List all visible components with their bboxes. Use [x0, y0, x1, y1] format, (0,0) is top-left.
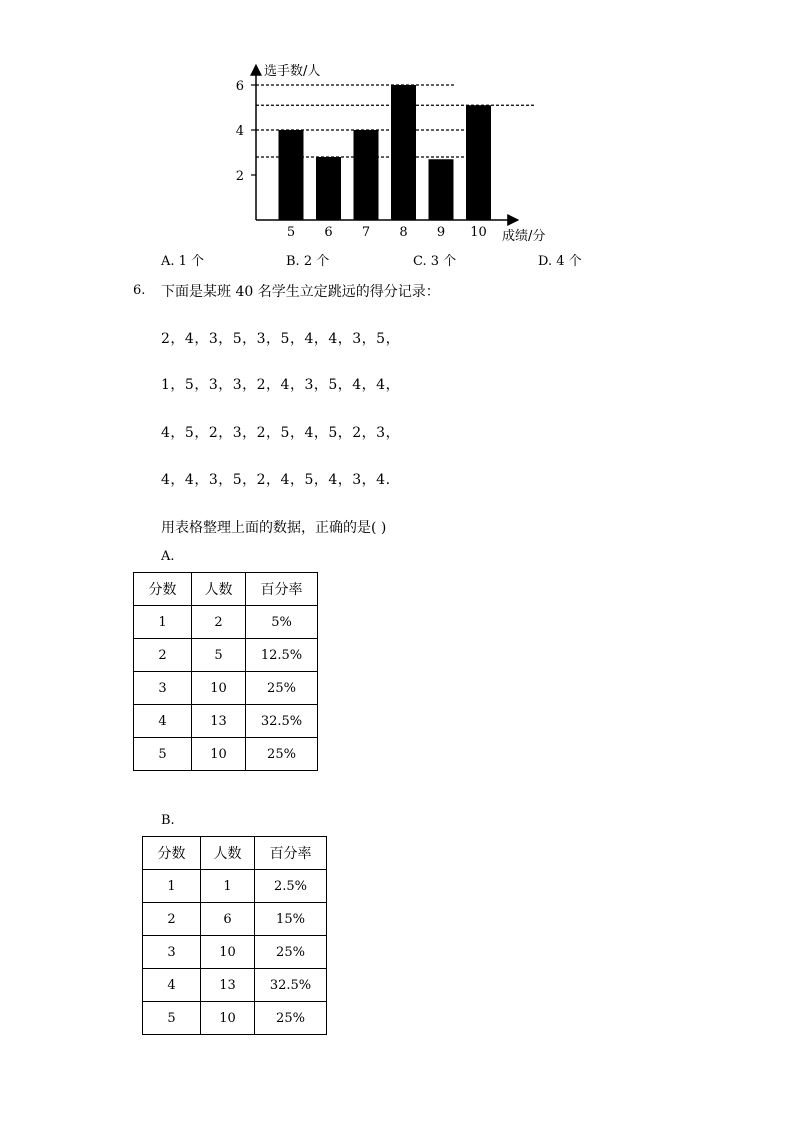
table-header-cell: 百分率 — [255, 837, 327, 870]
bar-score-8 — [391, 85, 416, 220]
q5-option-b[interactable]: B. 2 个 — [286, 254, 330, 269]
table-cell: 10 — [192, 672, 246, 705]
table-cell: 13 — [192, 705, 246, 738]
bar-score-6 — [316, 157, 341, 220]
table-cell: 6 — [201, 903, 255, 936]
x-tick-label: 7 — [361, 225, 371, 240]
q5-option-c[interactable]: C. 3 个 — [413, 254, 457, 269]
table-cell: 1 — [134, 606, 192, 639]
table-header-cell: 分数 — [143, 837, 201, 870]
table-header-cell: 分数 — [134, 573, 192, 606]
x-tick-label: 9 — [436, 225, 446, 240]
table-cell: 25% — [255, 1002, 327, 1035]
bar-score-5 — [279, 130, 304, 220]
bar-score-7 — [354, 130, 379, 220]
table-header-cell: 百分率 — [246, 573, 318, 606]
q6-option-a-table — [133, 572, 318, 771]
record-line-1: 2，4，3，5，3，5，4，4，3，5， — [161, 331, 401, 347]
x-tick-label: 8 — [399, 225, 408, 240]
table-cell: 12.5% — [246, 639, 318, 672]
x-tick-label: 5 — [286, 225, 296, 240]
table-cell: 4 — [134, 705, 192, 738]
table-header-cell: 人数 — [192, 573, 246, 606]
y-tick-label: 4 — [235, 124, 244, 139]
record-line-4: 4，4，3，5，2，4，5，4，3，4. — [161, 472, 391, 488]
table-cell: 2 — [192, 606, 246, 639]
table-header-cell: 人数 — [201, 837, 255, 870]
table-row — [143, 870, 327, 903]
table-row — [143, 969, 327, 1002]
y-axis-label: 选手数/人 — [264, 64, 321, 79]
table-row — [134, 672, 318, 705]
table-cell: 25% — [255, 936, 327, 969]
table-row — [134, 573, 318, 606]
table-cell: 15% — [255, 903, 327, 936]
table-cell: 10 — [201, 936, 255, 969]
table-cell: 10 — [192, 738, 246, 771]
q6-option-b-table — [142, 836, 327, 1035]
table-row — [134, 738, 318, 771]
table-row — [143, 1002, 327, 1035]
q6-option-b-letter[interactable]: B. — [161, 813, 175, 828]
score-bar-chart — [220, 55, 560, 245]
table-cell: 4 — [143, 969, 201, 1002]
table-row — [143, 903, 327, 936]
bar-score-9 — [429, 159, 454, 220]
table-cell: 2 — [143, 903, 201, 936]
x-tick-label: 6 — [324, 225, 333, 240]
bar-score-10 — [466, 105, 491, 220]
table-cell: 25% — [246, 672, 318, 705]
record-line-3: 4，5，2，3，2，5，4，5，2，3， — [161, 425, 401, 441]
y-tick-label: 2 — [235, 169, 244, 184]
record-line-2: 1，5，3，3，2，4，3，5，4，4， — [161, 377, 401, 393]
table-cell: 32.5% — [255, 969, 327, 1002]
x-tick-label: 10 — [470, 225, 487, 240]
q6-number: 6. — [133, 283, 146, 298]
table-cell: 5 — [143, 1002, 201, 1035]
table-row — [134, 639, 318, 672]
table-cell: 5% — [246, 606, 318, 639]
table-row — [143, 936, 327, 969]
q5-option-a[interactable]: A. 1 个 — [161, 254, 205, 269]
table-cell: 13 — [201, 969, 255, 1002]
table-cell: 5 — [134, 738, 192, 771]
q6-text: 下面是某班 40 名学生立定跳远的得分记录： — [161, 284, 440, 300]
table-cell: 5 — [192, 639, 246, 672]
table-cell: 1 — [143, 870, 201, 903]
table-cell: 3 — [134, 672, 192, 705]
table-cell: 2.5% — [255, 870, 327, 903]
table-cell: 25% — [246, 738, 318, 771]
table-cell: 2 — [134, 639, 192, 672]
table-row — [134, 705, 318, 738]
q5-option-d[interactable]: D. 4 个 — [538, 254, 582, 269]
table-row — [143, 837, 327, 870]
table-cell: 3 — [143, 936, 201, 969]
table-row — [134, 606, 318, 639]
y-tick-label: 6 — [235, 79, 244, 94]
table-cell: 10 — [201, 1002, 255, 1035]
q6-option-a-letter[interactable]: A. — [161, 549, 175, 564]
table-cell: 1 — [201, 870, 255, 903]
table-cell: 32.5% — [246, 705, 318, 738]
q6-prompt: 用表格整理上面的数据，正确的是( ) — [161, 520, 387, 536]
x-axis-label: 成绩/分 — [502, 229, 546, 244]
